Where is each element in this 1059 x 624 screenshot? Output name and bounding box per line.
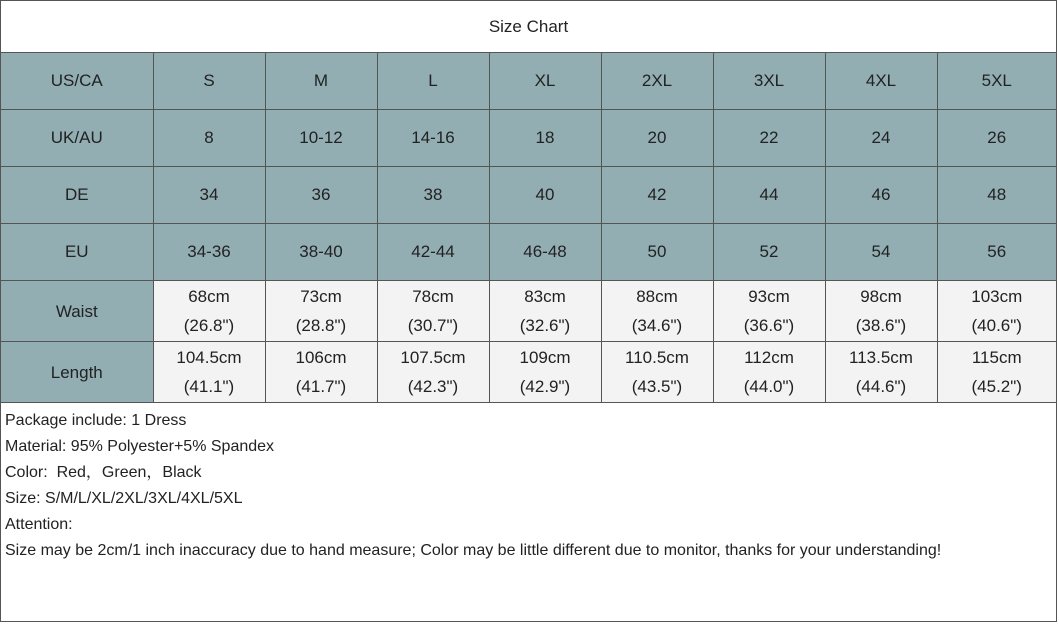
measurement-inch: (26.8") [183, 316, 235, 335]
table-cell: 36 [265, 167, 377, 224]
row-label-de: DE [1, 167, 153, 224]
row-label-us-ca: US/CA [1, 53, 153, 110]
measurement-inch: (41.1") [183, 377, 235, 396]
measurement-inch: (42.3") [407, 377, 459, 396]
measurement-inch: (34.6") [631, 316, 683, 335]
table-row-waist [1, 281, 1056, 342]
measurement-inch: (38.6") [855, 316, 907, 335]
table-cell: 42 [601, 167, 713, 224]
measurement-cell [265, 281, 377, 342]
table-cell: 38-40 [265, 224, 377, 281]
table-cell: 24 [825, 110, 937, 167]
measurement-cm: 115cm [971, 348, 1022, 367]
size-header-cell: XL [489, 53, 601, 110]
table-cell: 22 [713, 110, 825, 167]
table-cell: 10-12 [265, 110, 377, 167]
size-header-cell: 2XL [601, 53, 713, 110]
size-header-cell: 5XL [937, 53, 1056, 110]
measurement-cm: 113.5cm [849, 348, 913, 367]
measurement-cm: 78cm [412, 287, 454, 306]
measurement-cell [153, 281, 265, 342]
table-cell: 46 [825, 167, 937, 224]
size-header-cell: 3XL [713, 53, 825, 110]
table-cell: 44 [713, 167, 825, 224]
measurement-cell [489, 342, 601, 403]
measurement-cm: 88cm [636, 287, 678, 306]
measurement-cm: 104.5cm [176, 348, 242, 367]
table-cell: 46-48 [489, 224, 601, 281]
table-row-de [1, 167, 1056, 224]
table-cell: 52 [713, 224, 825, 281]
table-cell: 20 [601, 110, 713, 167]
package-note: Package include: 1 Dress [5, 412, 187, 429]
measurement-cm: 106cm [295, 348, 347, 367]
measurement-cm: 103cm [971, 287, 1023, 306]
table-cell: 8 [153, 110, 265, 167]
measurement-inch: (32.6") [519, 316, 571, 335]
color-note: Color: Red，Green，Black [5, 464, 202, 481]
measurement-cm: 107.5cm [400, 348, 466, 367]
measurement-cm: 73cm [300, 287, 342, 306]
measurement-cell [377, 342, 489, 403]
table-cell: 42-44 [377, 224, 489, 281]
measurement-inch: (41.7") [295, 377, 347, 396]
measurement-cm: 112cm [744, 348, 794, 367]
measurement-inch: (36.6") [743, 316, 795, 335]
measurement-inch: (28.8") [295, 316, 347, 335]
measurement-inch: (43.5") [631, 377, 683, 396]
measurement-inch: (30.7") [407, 316, 459, 335]
measurement-cell [489, 281, 601, 342]
row-label-length: Length [1, 342, 153, 403]
measurement-cell [937, 281, 1056, 342]
measurement-cm: 109cm [519, 348, 571, 367]
measurement-cell [713, 281, 825, 342]
table-cell: 14-16 [377, 110, 489, 167]
size-header-cell: M [265, 53, 377, 110]
product-notes [1, 403, 1056, 564]
size-note: Size: S/M/L/XL/2XL/3XL/4XL/5XL [5, 490, 243, 507]
table-cell: 54 [825, 224, 937, 281]
row-label-eu: EU [1, 224, 153, 281]
measurement-cell [825, 342, 937, 403]
measurement-inch: (44.6") [855, 377, 907, 396]
measurement-inch: (45.2") [971, 377, 1022, 396]
size-table [1, 53, 1056, 403]
table-cell: 40 [489, 167, 601, 224]
measurement-cm: 68cm [188, 287, 230, 306]
table-cell: 34 [153, 167, 265, 224]
measurement-cell [377, 281, 489, 342]
size-header-cell: 4XL [825, 53, 937, 110]
measurement-inch: (44.0") [743, 377, 795, 396]
table-cell: 34-36 [153, 224, 265, 281]
table-cell: 18 [489, 110, 601, 167]
table-cell: 50 [601, 224, 713, 281]
measurement-cm: 83cm [524, 287, 566, 306]
row-label-uk-au: UK/AU [1, 110, 153, 167]
table-row-length [1, 342, 1056, 403]
measurement-cell [937, 342, 1056, 403]
size-header-cell: L [377, 53, 489, 110]
table-cell: 38 [377, 167, 489, 224]
attention-heading: Attention: [5, 516, 73, 533]
size-chart-title: Size Chart [1, 1, 1056, 53]
table-cell: 48 [937, 167, 1056, 224]
table-body [1, 53, 1056, 403]
measurement-cm: 110.5cm [625, 348, 689, 367]
measurement-cell [825, 281, 937, 342]
measurement-cm: 98cm [860, 287, 902, 306]
measurement-cell [153, 342, 265, 403]
size-header-cell: S [153, 53, 265, 110]
material-note: Material: 95% Polyester+5% Spandex [5, 438, 275, 455]
table-cell: 56 [937, 224, 1056, 281]
measurement-cm: 93cm [748, 287, 790, 306]
measurement-cell [601, 281, 713, 342]
row-label-waist: Waist [1, 281, 153, 342]
measurement-cell [265, 342, 377, 403]
table-row-us-ca [1, 53, 1056, 110]
measurement-cell [601, 342, 713, 403]
table-row-eu [1, 224, 1056, 281]
measurement-inch: (40.6") [971, 316, 1022, 335]
measurement-inch: (42.9") [519, 377, 571, 396]
table-row-uk-au [1, 110, 1056, 167]
table-cell: 26 [937, 110, 1056, 167]
measurement-cell [713, 342, 825, 403]
disclaimer-note: Size may be 2cm/1 inch inaccuracy due to hand measure; Color may be little different due to monitor, thanks for your understanding! [5, 542, 942, 559]
